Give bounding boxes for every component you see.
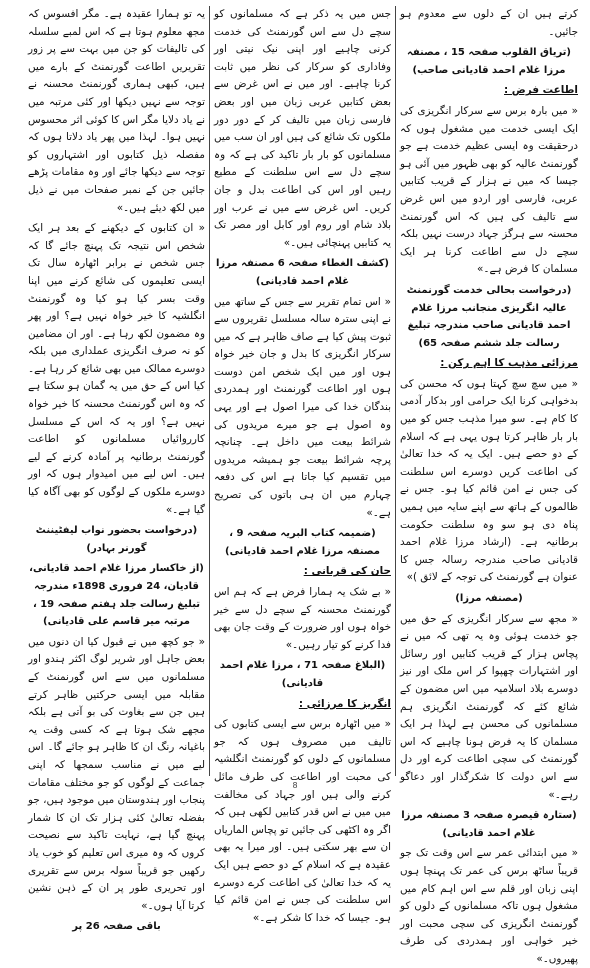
citation: (تریاق القلوب صفحہ 15 ، مصنفہ مرزا غلام احمد قادیانی صاحب): [406, 47, 572, 76]
paragraph: « اس تمام تقریر سے جس کے ساتھ میں نے اپنی سترہ سالہ مسلسل تقریروں سے ثبوت پیش کیا ہے صاف ظاہر ہے کہ میں سرکار انگریزی کا بدل و جان خیر خواہ ہوں اور میں ایک شخص امن دوست ہوں اور اطاعت گورنمنٹ اور ہمدردی بندگان خدا کی میرا اصول ہے اور یہی وہ اصول ہے جو میرے مریدوں کی شرائط بیعت میں داخل ہے۔ چنانچہ پرچہ شرائط بیعت جو ہمیشہ مریدوں میں تقسیم کیا جاتا ہے اس کی دفعہ چہارم میں ان ہی باتوں کی تصریح ہے۔»: [214, 295, 391, 519]
paragraph: « میں اٹھارہ برس سے ایسی کتابوں کی تالیف میں مصروف ہوں کہ جو مسلمانوں کے دلوں کو گورنمنٹ انگلشیہ کی محبت اور اطاعت کی طرف مائل کرنے والی ہیں اور جہاد کی مخالفت میں میں نے اس قدر کتابیں لکھی ہیں کہ اگر وہ اکٹھی کی جائیں تو پچاس الماریاں ان سے بھر سکتی ہیں۔ اور میرا یہ بھی عقیدہ ہے کہ اسلام کے دو حصے ہیں ایک یہ کہ خدا تعالیٰ کی اطاعت کرے دوسرے اس سلطنت کی جس نے امن قائم کیا ہو۔ جیسا کہ خدا کا شکر ہے۔»: [214, 718, 391, 924]
paragraph: « میں سچ سچ کہتا ہوں کہ محسن کی بدخواہی کرنا ایک حرامی اور بدکار آدمی کا کام ہے۔ سو میرا مذہب جس کو میں بار بار ظاہر کرتا ہوں یہی ہے کہ اسلام کے دو حصے ہیں۔ ایک یہ کہ خدا تعالیٰ کی اطاعت کریں دوسرے اس سلطنت کی جس نے امن قائم کیا ہو۔ جس نے ظالموں کے ہاتھ سے اپنے سایہ میں ہمیں پناہ دی ہو سو وہ سلطنت حکومت برطانیہ ہے۔ (ارشاد مرزا غلام احمد قادیانی صاحب مندرجہ رسالہ جس کا عنوان ہے گورنمنٹ کی توجہ کے لائق )»: [400, 377, 578, 584]
paragraph: « میں بارہ برس سے سرکار انگریزی کی ایک ایسی خدمت میں مشغول ہوں کہ درحقیقت وہ ایسی عظیم خدمت ہے جو گورنمنٹ عالیہ کو بھی ظہور میں آئی ہو جیسا کہ میں نے ہزار کے قریب کتابیں عربی، فارسی اور اردو میں اس غرض سے تالیف کی ہیں کہ اس گورنمنٹ محسنہ سے ہرگز جہاد درست نہیں بلکہ سچے دل سے اطاعت کرنا ہر ایک مسلمان کا فرض ہے۔»: [400, 104, 578, 276]
paragraph: « ان کتابوں کے دیکھنے کے بعد ہر ایک شخص اس نتیجہ تک پہنچ جائے گا کہ جس شخص نے برابر اٹھارہ سال تک ایسی تعلیموں کی شائع کرنے میں اپنا وقت بسر کیا ہو کیا وہ گورنمنٹ انگلشیہ کا خیر خواہ نہیں ہے؟ اور پھر وہ مضمون لکھ رہا ہے۔ اور ان مضامین کو نہ صرف انگریزی عملداری میں بلکہ دوسرے ممالک میں بھی شائع کر رہا ہے۔ کیا اس کے حق میں یہ گمان ہو سکتا ہے کہ وہ اس گورنمنٹ محسنہ کا خیر خواہ نہیں ہے؟ اور یہ کہ اس کے مسلسل کارروائیاں مسلمانوں کو اطاعت گورنمنٹ برطانیہ پر آمادہ کرنے کے لیے ہیں۔ اس لیے میں امیدوار ہوں کہ اور دوسرے ملکوں کے لوگوں کو بھی آگاہ کیا گیا ہے۔»: [28, 222, 205, 516]
column-left: [24, 6, 210, 933]
section-heading: اطاعت فرض :: [504, 84, 578, 97]
citation: باقی صفحہ 26 پر: [72, 921, 161, 933]
citation: (کشف الغطاء صفحہ 6 مصنفہ مرزا غلام احمد قادیانی): [216, 258, 389, 287]
newspaper-page: [8, 6, 582, 965]
page-number: 8: [292, 781, 298, 790]
section-heading: مرزائی مذہب کا اہم رکن :: [440, 357, 578, 370]
citation: (ضمیمہ کتاب البریہ صفحہ 9 ، مصنفہ مرزا غلام احمد قادیانی): [225, 528, 380, 557]
citation: (درخواست بحالی خدمت گورنمنٹ عالیہ انگریزی منجانب مرزا غلام احمد قادیانی صاحب مندرجہ تبلیغ رسالت جلد ششم صفحہ 65): [406, 284, 572, 349]
column-middle: [210, 6, 396, 924]
citation: (مصنفہ مرزا): [455, 593, 523, 604]
paragraph: جس میں یہ ذکر ہے کہ مسلمانوں کو سچے دل سے اس گورنمنٹ کی خدمت کرنی چاہیے اور اپنی نیک نیتی اور وفاداری کو سرکار کی نظر میں ثابت کرنا چاہیے۔ اور میں نے اس غرض سے بعض کتابیں عربی زبان میں اور بعض فارسی زبان میں تالیف کر کے دور دور ملکوں تک شائع کی ہیں اور ان سب میں مسلمانوں کو بار بار تاکید کی ہے کہ وہ سچے دل سے اس سلطنت کے مطیع رہیں اور اس کی اطاعت بدل و جان کریں۔ اس غرض سے میں نے عرب اور بلاد شام اور روم اور کابل اور مصر تک یہ کتابیں پہنچائی ہیں۔»: [214, 8, 391, 249]
citation: (البلاغ صفحہ 71 ، مرزا غلام احمد قادیانی): [219, 660, 386, 689]
paragraph: « میں ابتدائی عمر سے اس وقت تک جو قریباً ساٹھ برس کی عمر تک پہنچا ہوں اپنی زبان اور قلم سے اس اہم کام میں مشغول ہوں تاکہ مسلمانوں کے دلوں کو گورنمنٹ انگریزی کی سچی محبت اور خیر خواہی اور ہمدردی کی طرف پھیروں۔»: [400, 847, 578, 965]
paragraph: یہ تو ہمارا عقیدہ ہے۔ مگر افسوس کہ مجھ معلوم ہوتا ہے کہ اس لمبے سلسلہ کی تالیفات کو جن میں بہت سے پر زور تقریریں اطاعت گورنمنٹ کے بارے میں ہیں، کبھی ہماری گورنمنٹ محسنہ نے توجہ سے نہیں دیکھا اور کئی مرتبہ میں نے یاد دلایا مگر اس کا کوئی اثر محسوس نہیں ہوا۔ لہذا میں پھر یاد دلاتا ہوں کہ مفصلہ ذیل کتابوں اور اشتہاروں کو توجہ سے دیکھا جائے اور وہ مقامات پڑھے جائیں جن کے نمبر صفحات میں نے ذیل میں لکھ دیئے ہیں۔»: [28, 8, 205, 214]
columns-container: [8, 6, 582, 965]
paragraph: « جو کچھ میں نے قبول کیا ان دنوں میں بعض جاہل اور شریر لوگ اکثر ہندو اور مسلمانوں میں سے اس گورنمنٹ کے مقابلہ میں ایسی حرکتیں ظاہر کرتے ہیں جن سے بغاوت کی بو آتی ہے بلکہ مجھے شک ہوتا ہے کہ کسی وقت یہ باغیانہ رنگ ان کا ظاہر ہو جائے گا۔ اس لیے میں نے مناسب سمجھا کہ اپنی جماعت کے لوگوں کو جو مختلف مقامات پنجاب اور ہندوستان میں موجود ہیں، جو بفضلہ تعالیٰ کئی ہزار تک ان کا شمار پہنچ گیا ہے، نہایت تاکید سے نصیحت کروں کہ وہ میری اس تعلیم کو خوب یاد رکھیں جو قریباً سولہ برس سے تقریری اور تحریری طور پر ان کے ذہن نشین کرتا آیا ہوں۔»: [28, 635, 205, 912]
citation: (ستارہ قیصرہ صفحہ 3 مصنفہ مرزا غلام احمد قادیانی): [401, 810, 577, 839]
paragraph: کرتے ہیں ان کے دلوں سے معدوم ہو جائیں۔: [400, 8, 578, 38]
section-heading: جان کی قربانی :: [303, 565, 391, 578]
paragraph: « بے شک یہ ہمارا فرض ہے کہ ہم اس گورنمنٹ محسنہ کے سچے دل سے خیر خواہ ہوں اور ضرورت کے وقت جان بھی فدا کرنے کو تیار رہیں۔»: [214, 586, 391, 651]
paragraph: « مجھ سے سرکار انگریزی کے حق میں جو خدمت ہوئی وہ یہ تھی کہ میں نے پچاس ہزار کے قریب کتابیں اور رسائل اور اشتہارات چھپوا کر اس ملک اور نیز دوسرے بلاد اسلامیہ میں اس مضمون کے شائع کئے کہ گورنمنٹ انگریزی ہم مسلمانوں کی محسن ہے لہذا ہر ایک مسلمان کا یہ فرض ہونا چاہیے کہ اس گورنمنٹ کی سچی اطاعت کرے اور دل سے اس دولت کا شکرگذار اور دعاگو رہے۔»: [400, 612, 578, 801]
citation: (از خاکسار مرزا غلام احمد قادیانی، قادیان، 24 فروری 1898ء مندرجہ تبلیغ رسالت جلد ہفتم صفحہ 19 ، مرتبہ میر قاسم علی قادیانی): [29, 563, 204, 628]
section-heading: انگریز کا مرزائی :: [298, 697, 391, 710]
citation: (درخواست بحضور نواب لیفٹیننٹ گورنر بہادر): [35, 525, 198, 554]
column-right: [396, 6, 582, 965]
